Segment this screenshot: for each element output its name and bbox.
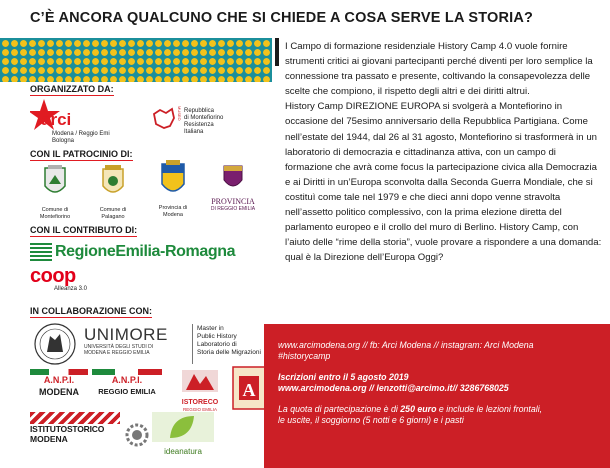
patron-caption-2: Modena xyxy=(163,211,183,218)
republic-caption-4: Italiana xyxy=(184,129,204,135)
museo-repubblica-logo xyxy=(150,104,260,136)
patron-caption-2: Montefiorino xyxy=(39,213,71,220)
anpi-title: A.N.P.I. xyxy=(111,375,143,385)
deadline-line: Iscrizioni entro il 5 agosto 2019 xyxy=(278,372,409,382)
arci-caption-1: Modena / Reggio Emilia xyxy=(52,131,110,137)
republic-caption-1: Repubblica xyxy=(184,108,215,114)
patron-provincia-modena xyxy=(148,160,198,220)
istoreco-mark-icon xyxy=(178,368,222,394)
fee-line-2: le uscite, il soggiorno (5 notti e 6 giorni) e i pasti xyxy=(278,415,464,425)
description-paragraph-1: I Campo di formazione residenziale History Camp 4.0 vuole fornire strumenti critici ai giovani partecipanti perché diventi per loro semplice la connessione tra passato e presente, coltivando la consapevolezza delle scelte che compiono, il rispetto degli altri e dei diritti altrui. xyxy=(285,41,593,98)
a-badge-logo xyxy=(232,366,266,410)
section-organizzato: ORGANIZZATO DA: xyxy=(30,84,114,94)
coop-sub: Alleanza 3.0 xyxy=(54,286,88,292)
patron-montefiorino xyxy=(30,164,80,220)
section-patrocinio: CON IL PATROCINIO DI: xyxy=(30,149,133,159)
crest-palagano-icon xyxy=(86,164,140,202)
description-text xyxy=(285,39,603,265)
page-title: C’È ANCORA QUALCUNO CHE SI CHIEDE A COSA SERVE LA STORIA? xyxy=(30,10,534,26)
arci-logo xyxy=(30,97,110,147)
anpi-reggio-logo xyxy=(92,369,162,405)
arci-caption-2: Bologna xyxy=(52,138,75,144)
dotted-banner xyxy=(0,38,272,82)
patron-provincia-reggio xyxy=(200,164,266,220)
unimore-seal xyxy=(30,322,80,366)
republic-caption-2: di Montefiorino xyxy=(184,115,224,121)
anpi-city: REGGIO EMILIA xyxy=(98,387,156,396)
patron-caption-1: Provincia di xyxy=(158,205,188,211)
gear-logo xyxy=(124,422,150,448)
social-line: www.arcimodena.org // fb: Arci Modena // instagram: Arci Modena xyxy=(278,340,534,350)
logo-separator xyxy=(192,324,193,364)
svg-text:A: A xyxy=(242,380,256,400)
anpi-city: MODENA xyxy=(39,387,79,397)
patron-caption-2: Palagano xyxy=(101,213,125,220)
master-line-2: Public History xyxy=(197,333,237,340)
istoreco-logo xyxy=(178,368,222,410)
istituto-line-1: ISTITUTOSTORICO xyxy=(30,424,105,434)
unimore-sub-2: MODENA E REGGIO EMILIA xyxy=(84,350,150,356)
patron-caption-1: Comune di xyxy=(99,207,127,213)
fee-prefix: La quota di partecipazione è di xyxy=(278,404,401,414)
coop-logo xyxy=(30,266,110,300)
university-seal-icon xyxy=(30,322,80,366)
coop-wordmark: coop xyxy=(30,265,76,287)
fee-amount: 250 euro xyxy=(400,404,437,414)
description-paragraph-2: History Camp DIREZIONE EUROPA si svolgerà a Montefiorino in occasione del 75esimo anniversario della Repubblica Partigiana. Come nell’estate del 1944, dal 26 al 31 agosto, Montefiorino si trasformerà in un laboratorio di democrazia e cittadinanza attiva, con un campo di formazione che avrà come focus la partecipazione civica alla Democrazia e ai Diritti in un’Europa sconvolta dalla Seconda Guerra Mondiale, che si costituì come tale nel 1979 e che dieci anni dopo venne stravolta nell’assetto politico complessivo, con la prima elezione diretta del parlamento europeo e il crollo del muro di Berlino. History Camp, con l’aiuto delle “rime della storia”, vuole provare a rispondere a una domanda: qual è la Direzione dell’Europa Oggi? xyxy=(285,101,602,264)
unimore-sub-1: UNIVERSITÀ DEGLI STUDI DI xyxy=(84,344,154,350)
crest-modena-icon xyxy=(148,160,198,200)
patron-palagano xyxy=(86,164,140,220)
arci-wordmark: arci xyxy=(41,110,72,129)
istituto-line-2: MODENA xyxy=(30,434,68,444)
istituto-storico-logo xyxy=(30,412,120,452)
gear-icon xyxy=(124,422,150,448)
region-wordmark: RegioneEmilia-Romagna xyxy=(55,243,236,260)
hatch-pattern-icon xyxy=(30,412,120,424)
master-public-history xyxy=(197,325,269,365)
section-contributo: CON IL CONTRIBUTO DI: xyxy=(30,225,138,235)
patron-caption-2: DI REGGIO EMILIA xyxy=(210,206,256,212)
map-outline-icon xyxy=(154,109,174,128)
hashtag-line: #historycamp xyxy=(278,351,331,361)
arci-star-icon xyxy=(30,97,110,147)
master-line-3: Laboratorio di xyxy=(197,341,237,348)
anpi-modena-logo xyxy=(30,369,88,405)
istoreco-sub: REGGIO EMILIA xyxy=(182,407,217,412)
crest-reggio-icon xyxy=(200,164,266,192)
istoreco-wordmark: ISTORECO xyxy=(181,399,219,406)
section-collaborazione: IN COLLABORAZIONE CON: xyxy=(30,306,152,316)
unimore-wordmark: UNIMORE xyxy=(84,325,168,344)
crest-montefiorino-icon xyxy=(30,164,80,202)
patron-caption-1: PROVINCIA xyxy=(211,197,255,206)
unimore-logo xyxy=(84,326,192,360)
ideanatura-wordmark: ideanatura xyxy=(164,447,202,456)
info-panel xyxy=(264,324,610,468)
patron-caption-1: Comune di xyxy=(41,207,69,213)
region-stripes-icon xyxy=(30,243,52,261)
regione-emilia-romagna-logo xyxy=(30,240,270,266)
anpi-title: A.N.P.I. xyxy=(43,375,75,385)
letter-a-badge-icon xyxy=(232,366,266,410)
fee-suffix: e include le lezioni frontali, xyxy=(436,404,543,414)
republic-caption-3: Resistenza xyxy=(184,122,214,128)
leaf-icon xyxy=(152,412,214,442)
master-line-4: Storia delle Migrazioni xyxy=(197,349,261,356)
text-divider-bar xyxy=(275,38,279,66)
fee-line-1 xyxy=(278,404,542,415)
ideanatura-logo xyxy=(152,412,214,456)
contacts-line: www.arcimodena.org // lenzotti@arcimo.it// 3286768025 xyxy=(278,383,509,393)
museo-vertical: MUSEO xyxy=(177,106,182,121)
master-line-1: Master in xyxy=(197,325,224,332)
